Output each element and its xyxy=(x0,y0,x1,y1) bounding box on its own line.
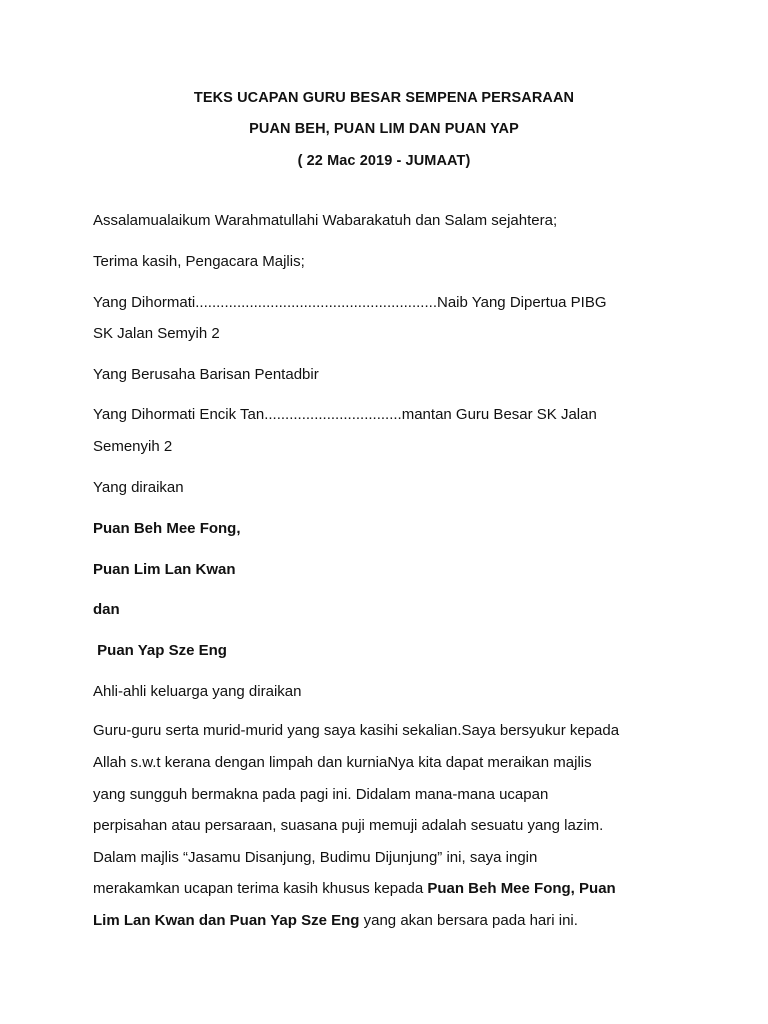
paragraph-line-7 xyxy=(93,912,693,929)
honored-guest-1-line-2: SK Jalan Semyih 2 xyxy=(93,325,220,342)
paragraph-line-1: Guru-guru serta murid-murid yang saya kasihi sekalian.Saya bersyukur kepada xyxy=(93,722,620,739)
paragraph-line-6-bold: Puan Beh Mee Fong, Puan xyxy=(427,880,616,897)
paragraph-line-7-plain: yang akan bersara pada hari ini. xyxy=(359,912,578,929)
conjunction: dan xyxy=(93,601,120,618)
greeting-line: Assalamualaikum Warahmatullahi Wabarakatuh dan Salam sejahtera; xyxy=(93,212,558,229)
paragraph-line-3: yang sungguh bermakna pada pagi ini. Didalam mana-mana ucapan xyxy=(93,786,549,803)
honored-guest-1-line-1: Yang Dihormati..........................................................Naib Yang Dipertua PIBG xyxy=(93,294,607,311)
retiree-name-3: Puan Yap Sze Eng xyxy=(93,642,227,659)
paragraph-line-2: Allah s.w.t kerana dengan limpah dan kurniaNya kita dapat meraikan majlis xyxy=(93,754,592,771)
paragraph-line-5: Dalam majlis “Jasamu Disanjung, Budimu Dijunjung” ini, saya ingin xyxy=(93,849,538,866)
document-date: ( 22 Mac 2019 - JUMAAT) xyxy=(297,153,471,169)
paragraph-line-4: perpisahan atau persaraan, suasana puji memuji adalah sesuatu yang lazim. xyxy=(93,817,604,834)
paragraph-line-6-plain: merakamkan ucapan terima kasih khusus kepada xyxy=(93,880,428,897)
retiree-name-1: Puan Beh Mee Fong, xyxy=(93,520,241,537)
paragraph-line-7-bold: Lim Lan Kwan dan Puan Yap Sze Eng xyxy=(93,912,360,929)
document-title: TEKS UCAPAN GURU BESAR SEMPENA PERSARAAN xyxy=(193,90,575,106)
paragraph-line-6 xyxy=(93,880,693,897)
retiree-name-2: Puan Lim Lan Kwan xyxy=(93,561,236,578)
families-line: Ahli-ahli keluarga yang diraikan xyxy=(93,683,302,700)
honored-guest-2-line-1: Yang Dihormati Encik Tan.................................mantan Guru Besar SK Jalan xyxy=(93,406,597,423)
document-subtitle: PUAN BEH, PUAN LIM DAN PUAN YAP xyxy=(249,121,519,137)
celebrated-intro: Yang diraikan xyxy=(93,479,184,496)
thanks-emcee-line: Terima kasih, Pengacara Majlis; xyxy=(93,253,305,270)
administration-line: Yang Berusaha Barisan Pentadbir xyxy=(93,366,319,383)
honored-guest-2-line-2: Semenyih 2 xyxy=(93,438,173,455)
